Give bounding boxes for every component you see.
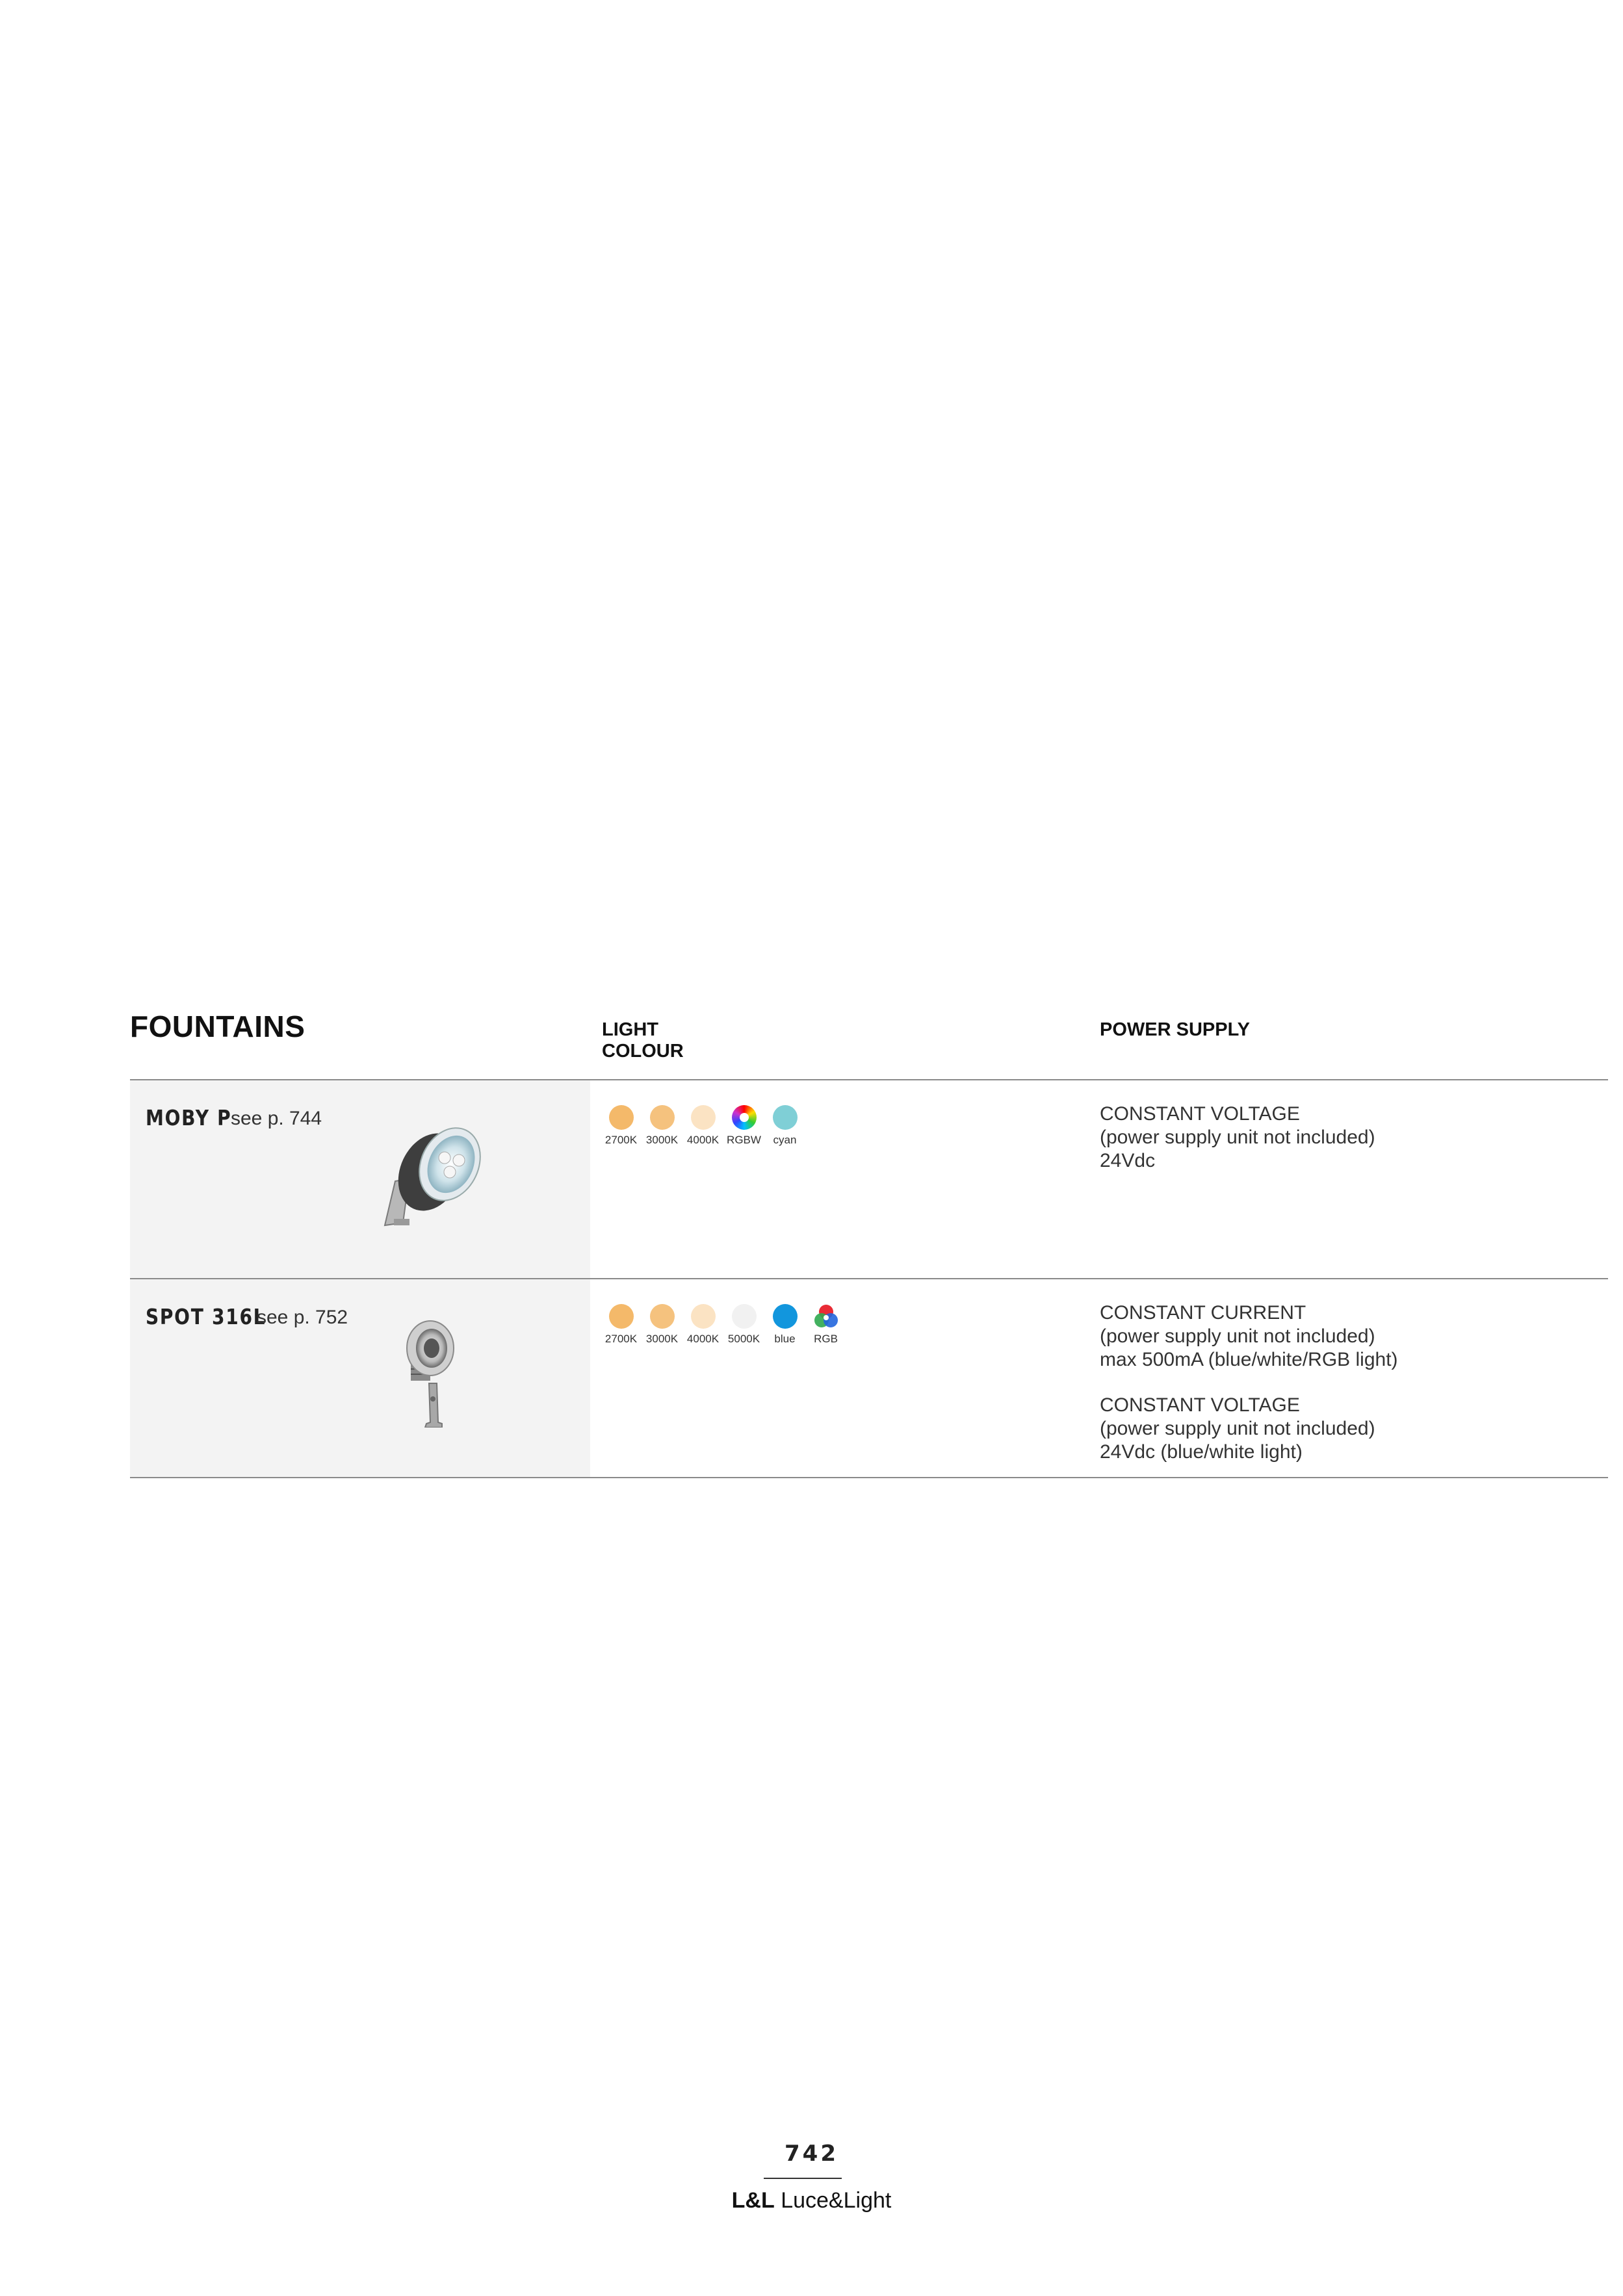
moby-p-fixture-icon — [377, 1108, 494, 1229]
product-name: SPOT 316L — [146, 1304, 266, 1329]
swatch-rgbw-dot — [732, 1105, 757, 1130]
swatch-3000k-dot — [650, 1304, 675, 1329]
table-bottom-divider — [130, 1477, 1608, 1478]
swatch — [601, 1105, 642, 1147]
swatch-label: 2700K — [604, 1333, 638, 1345]
power-line: (power supply unit not included) — [1100, 1325, 1375, 1347]
see-page-link[interactable]: see p. 744 — [231, 1108, 322, 1129]
swatch-label: cyan — [773, 1134, 797, 1146]
swatch-4000k-dot — [691, 1304, 716, 1329]
swatch-2700k-dot — [609, 1105, 634, 1130]
power-supply-moby-p — [1100, 1102, 1375, 1173]
swatch-label: blue — [774, 1333, 796, 1345]
swatch — [723, 1304, 764, 1346]
light-colour-header-line2: COLOUR — [602, 1041, 684, 1062]
swatch-label: RGB — [814, 1333, 838, 1345]
swatch — [764, 1304, 805, 1346]
power-supply-spot-316l — [1100, 1301, 1398, 1464]
power-line: 24Vdc — [1100, 1150, 1156, 1171]
swatch-label: 4000K — [686, 1333, 720, 1345]
swatch-2700k-dot — [609, 1304, 634, 1329]
brand-bold: L&L — [731, 2188, 775, 2213]
swatch — [764, 1105, 805, 1147]
light-colour-header — [602, 1019, 797, 1062]
page-number: 742 — [785, 2141, 838, 2167]
light-colour-swatches-spot-316l — [601, 1304, 846, 1346]
power-line: (power supply unit not included) — [1100, 1127, 1375, 1148]
swatch-5000k-dot — [732, 1304, 757, 1329]
power-line: CONSTANT VOLTAGE — [1100, 1103, 1300, 1125]
swatch — [601, 1304, 642, 1346]
swatch-4000k-dot — [691, 1105, 716, 1130]
product-name: MOBY P — [146, 1105, 232, 1130]
swatch-label: RGBW — [727, 1134, 761, 1146]
swatch — [642, 1105, 682, 1147]
power-line: (power supply unit not included) — [1100, 1418, 1375, 1439]
swatch-rgb-dot — [814, 1304, 838, 1329]
swatch-cyan-dot — [773, 1105, 798, 1130]
swatch-blue-dot — [773, 1304, 798, 1329]
brand-rest: Luce&Light — [781, 2188, 892, 2213]
swatch-3000k-dot — [650, 1105, 675, 1130]
power-line: CONSTANT VOLTAGE — [1100, 1394, 1300, 1416]
footer-divider — [764, 2178, 842, 2179]
power-line: CONSTANT CURRENT — [1100, 1302, 1306, 1324]
swatch-label: 2700K — [604, 1134, 638, 1146]
power-supply-header: POWER SUPPLY — [1100, 1019, 1250, 1040]
swatch-label: 5000K — [727, 1333, 760, 1345]
power-line: 24Vdc (blue/white light) — [1100, 1441, 1303, 1463]
swatch — [642, 1304, 682, 1346]
swatch — [682, 1105, 723, 1147]
spacer — [1100, 1372, 1398, 1394]
swatch — [723, 1105, 764, 1147]
see-page-link[interactable]: see p. 752 — [257, 1307, 348, 1328]
light-colour-header-line1: LIGHT — [602, 1019, 658, 1040]
swatch — [805, 1304, 846, 1346]
section-title: FOUNTAINS — [130, 1010, 305, 1043]
swatch — [682, 1304, 723, 1346]
brand-logo — [0, 2188, 1623, 2213]
light-colour-swatches-moby-p — [601, 1105, 805, 1147]
power-line: max 500mA (blue/white/RGB light) — [1100, 1349, 1398, 1370]
swatch-label: 3000K — [645, 1333, 679, 1345]
spot-316l-fixture-icon — [396, 1318, 461, 1428]
swatch-label: 4000K — [686, 1134, 720, 1146]
swatch-label: 3000K — [645, 1134, 679, 1146]
